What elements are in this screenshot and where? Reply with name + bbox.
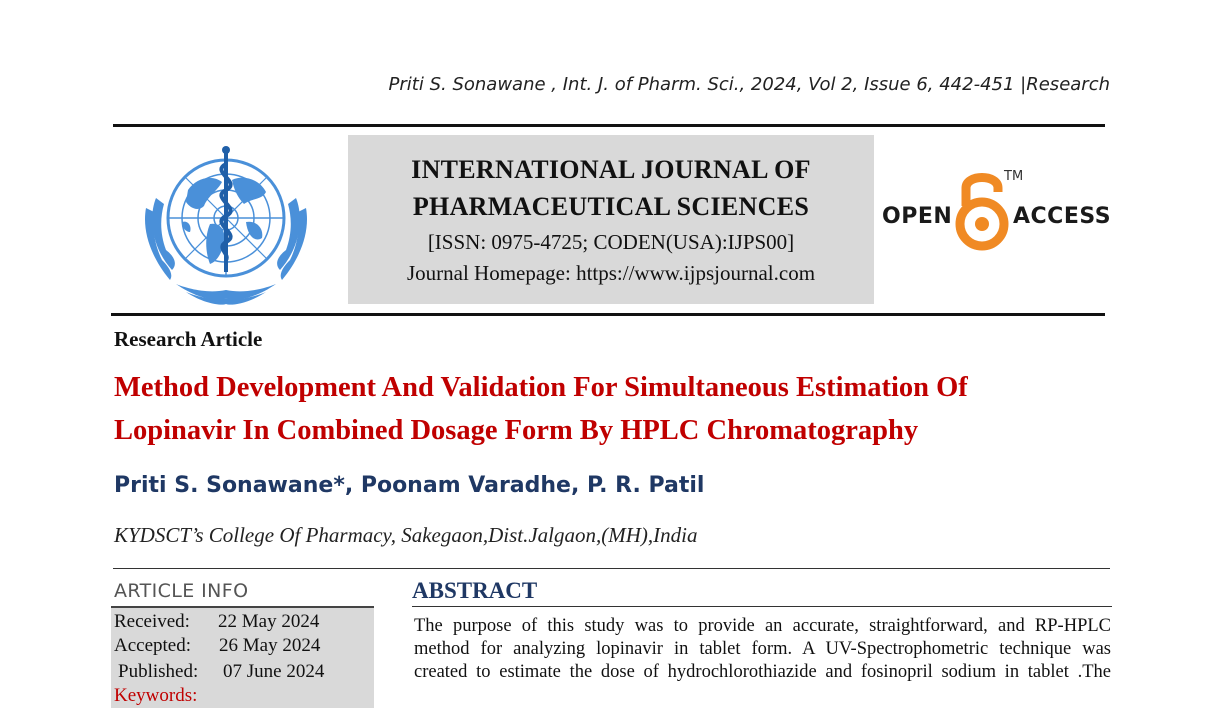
section-divider xyxy=(113,568,1110,569)
abstract-heading: ABSTRACT xyxy=(412,578,538,603)
keywords-label: Keywords: xyxy=(114,685,198,706)
paper-title xyxy=(114,366,1114,452)
abstract-line-1: The purpose of this study was to provide an accurate, straightforward, and RP-HPLC xyxy=(414,616,1111,636)
open-access-lock-icon xyxy=(954,166,1010,252)
accepted-date: 26 May 2024 xyxy=(219,635,321,656)
paper-title-line-1: Method Development And Validation For Simultaneous Estimation Of xyxy=(114,372,968,403)
open-access-logo xyxy=(880,166,1110,256)
abstract-line-3: created to estimate the dose of hydrochlorothiazide and fosinopril sodium in tablet .The xyxy=(414,662,1111,682)
header-rule-top xyxy=(113,124,1105,127)
journal-masthead xyxy=(348,135,874,304)
published-label: Published: xyxy=(118,661,199,682)
open-access-tm: TM xyxy=(1004,169,1024,184)
open-access-right-text: ACCESS xyxy=(1013,204,1112,229)
open-access-left-text: OPEN xyxy=(882,204,953,229)
paper-title-line-2: Lopinavir In Combined Dosage Form By HPLC Chromatography xyxy=(114,415,919,446)
article-info-heading: ARTICLE INFO xyxy=(114,580,249,602)
author-list: Priti S. Sonawane*, Poonam Varadhe, P. R. Patil xyxy=(114,473,705,498)
journal-homepage-link[interactable]: Journal Homepage: https://www.ijpsjournal.com xyxy=(406,261,816,285)
abstract-rule xyxy=(412,606,1112,607)
journal-issn: [ISSN: 0975-4725; CODEN(USA):IJPS00] xyxy=(427,230,795,254)
received-date: 22 May 2024 xyxy=(218,611,320,632)
published-date: 07 June 2024 xyxy=(223,661,325,682)
abstract-line-2: method for analyzing lopinavir in tablet form. A UV-Spectrophometric technique was xyxy=(414,639,1111,659)
who-emblem-icon xyxy=(126,138,326,306)
author-affiliation: KYDSCT’s College Of Pharmacy, Sakegaon,Dist.Jalgaon,(MH),India xyxy=(114,523,698,547)
journal-title-line-1: INTERNATIONAL JOURNAL OF xyxy=(411,155,811,184)
abstract-text xyxy=(414,615,1111,684)
accepted-label: Accepted: xyxy=(114,635,192,656)
running-head: Priti S. Sonawane , Int. J. of Pharm. Sci., 2024, Vol 2, Issue 6, 442-451 |Research xyxy=(388,74,1110,95)
journal-title-line-2: PHARMACEUTICAL SCIENCES xyxy=(412,192,810,221)
header-rule-bottom xyxy=(111,313,1105,316)
received-label: Received: xyxy=(114,611,190,632)
article-type: Research Article xyxy=(114,327,263,351)
